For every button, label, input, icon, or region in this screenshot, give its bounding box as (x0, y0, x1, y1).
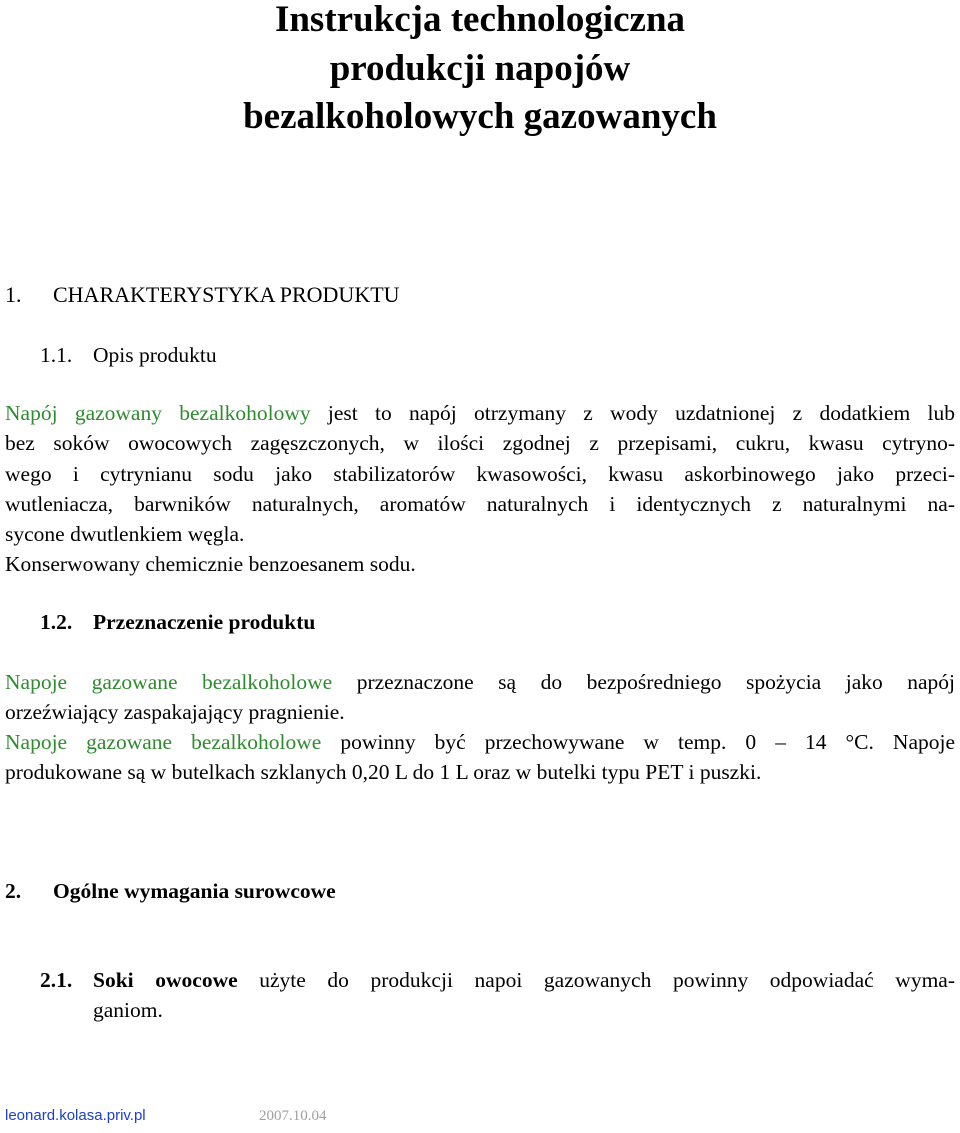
storage-line-1 (5, 727, 955, 757)
title-line-1: Instrukcja technologiczna (274, 0, 686, 40)
product-name-highlight: Napój gazowany bezalkoholowy (5, 401, 311, 425)
subsection-1-1-title: Opis produktu (93, 343, 217, 367)
description-text-1: jest to napój otrzymany z wody uzdatnionej z dodatkiem lub (310, 401, 955, 425)
subsection-2-1-number: 2.1. (40, 968, 73, 992)
description-line-2: bez soków owocowych zagęszczonych, w ilości zgodnej z przepisami, cukru, kwasu cytryno- (5, 431, 955, 456)
storage-line-2: produkowane są w butelkach szklanych 0,20 L do 1 L oraz w butelki typu PET i puszki. (5, 760, 762, 784)
section-2-title: Ogólne wymagania surowcowe (53, 879, 336, 903)
description-line-5: sycone dwutlenkiem węgla. (5, 522, 245, 547)
title-line-3: bezalkoholowych gazowanych (243, 96, 717, 137)
section-2-number: 2. (5, 879, 22, 903)
purpose-line-2: orzeźwiający zaspakajający pragnienie. (5, 700, 345, 724)
juices-line-2: ganiom. (93, 998, 163, 1022)
juices-bold-label: Soki owocowe (93, 968, 238, 992)
subsection-1-2-number: 1.2. (40, 610, 73, 634)
section-1-title: CHARAKTERYSTYKA PRODUKTU (53, 282, 400, 307)
purpose-text-1: przeznaczone są do bezpośredniego spożycia jako napój (356, 670, 956, 694)
purpose-highlight-2: Napoje gazowane bezalkoholowe (5, 730, 322, 754)
title-line-2: produkcji napojów (329, 47, 631, 89)
footer-website-link[interactable]: leonard.kolasa.priv.pl (5, 1107, 146, 1124)
juices-line-1 (93, 965, 955, 995)
storage-text-1: powinny być przechowywane w temp. 0 – 14 °C. Napoje (340, 730, 955, 754)
description-line-4: wutleniacza, barwników naturalnych, aromatów naturalnych i identycznych z naturalnymi na- (5, 491, 955, 516)
subsection-1-2-title: Przeznaczenie produktu (93, 610, 316, 634)
footer-date: 2007.10.04 (259, 1108, 327, 1124)
product-description (5, 398, 955, 580)
subsection-2-1-text (93, 965, 955, 1025)
purpose-line-1 (5, 667, 955, 697)
product-purpose (5, 667, 955, 787)
document-title (0, 0, 960, 142)
purpose-highlight-1: Napoje gazowane bezalkoholowe (5, 670, 333, 694)
description-line-6: Konserwowany chemicznie benzoesanem sodu. (5, 552, 416, 577)
section-1-heading (5, 280, 22, 310)
description-line-3: wego i cytrynianu sodu jako stabilizatorów kwasowości, kwasu askorbinowego jako przeci- (5, 461, 955, 486)
section-1-number: 1. (5, 282, 22, 307)
juices-text-1: użyte do produkcji napoi gazowanych powinny odpowiadać wyma- (259, 968, 955, 992)
description-line-1 (5, 398, 955, 428)
subsection-1-1-number: 1.1. (40, 343, 73, 367)
